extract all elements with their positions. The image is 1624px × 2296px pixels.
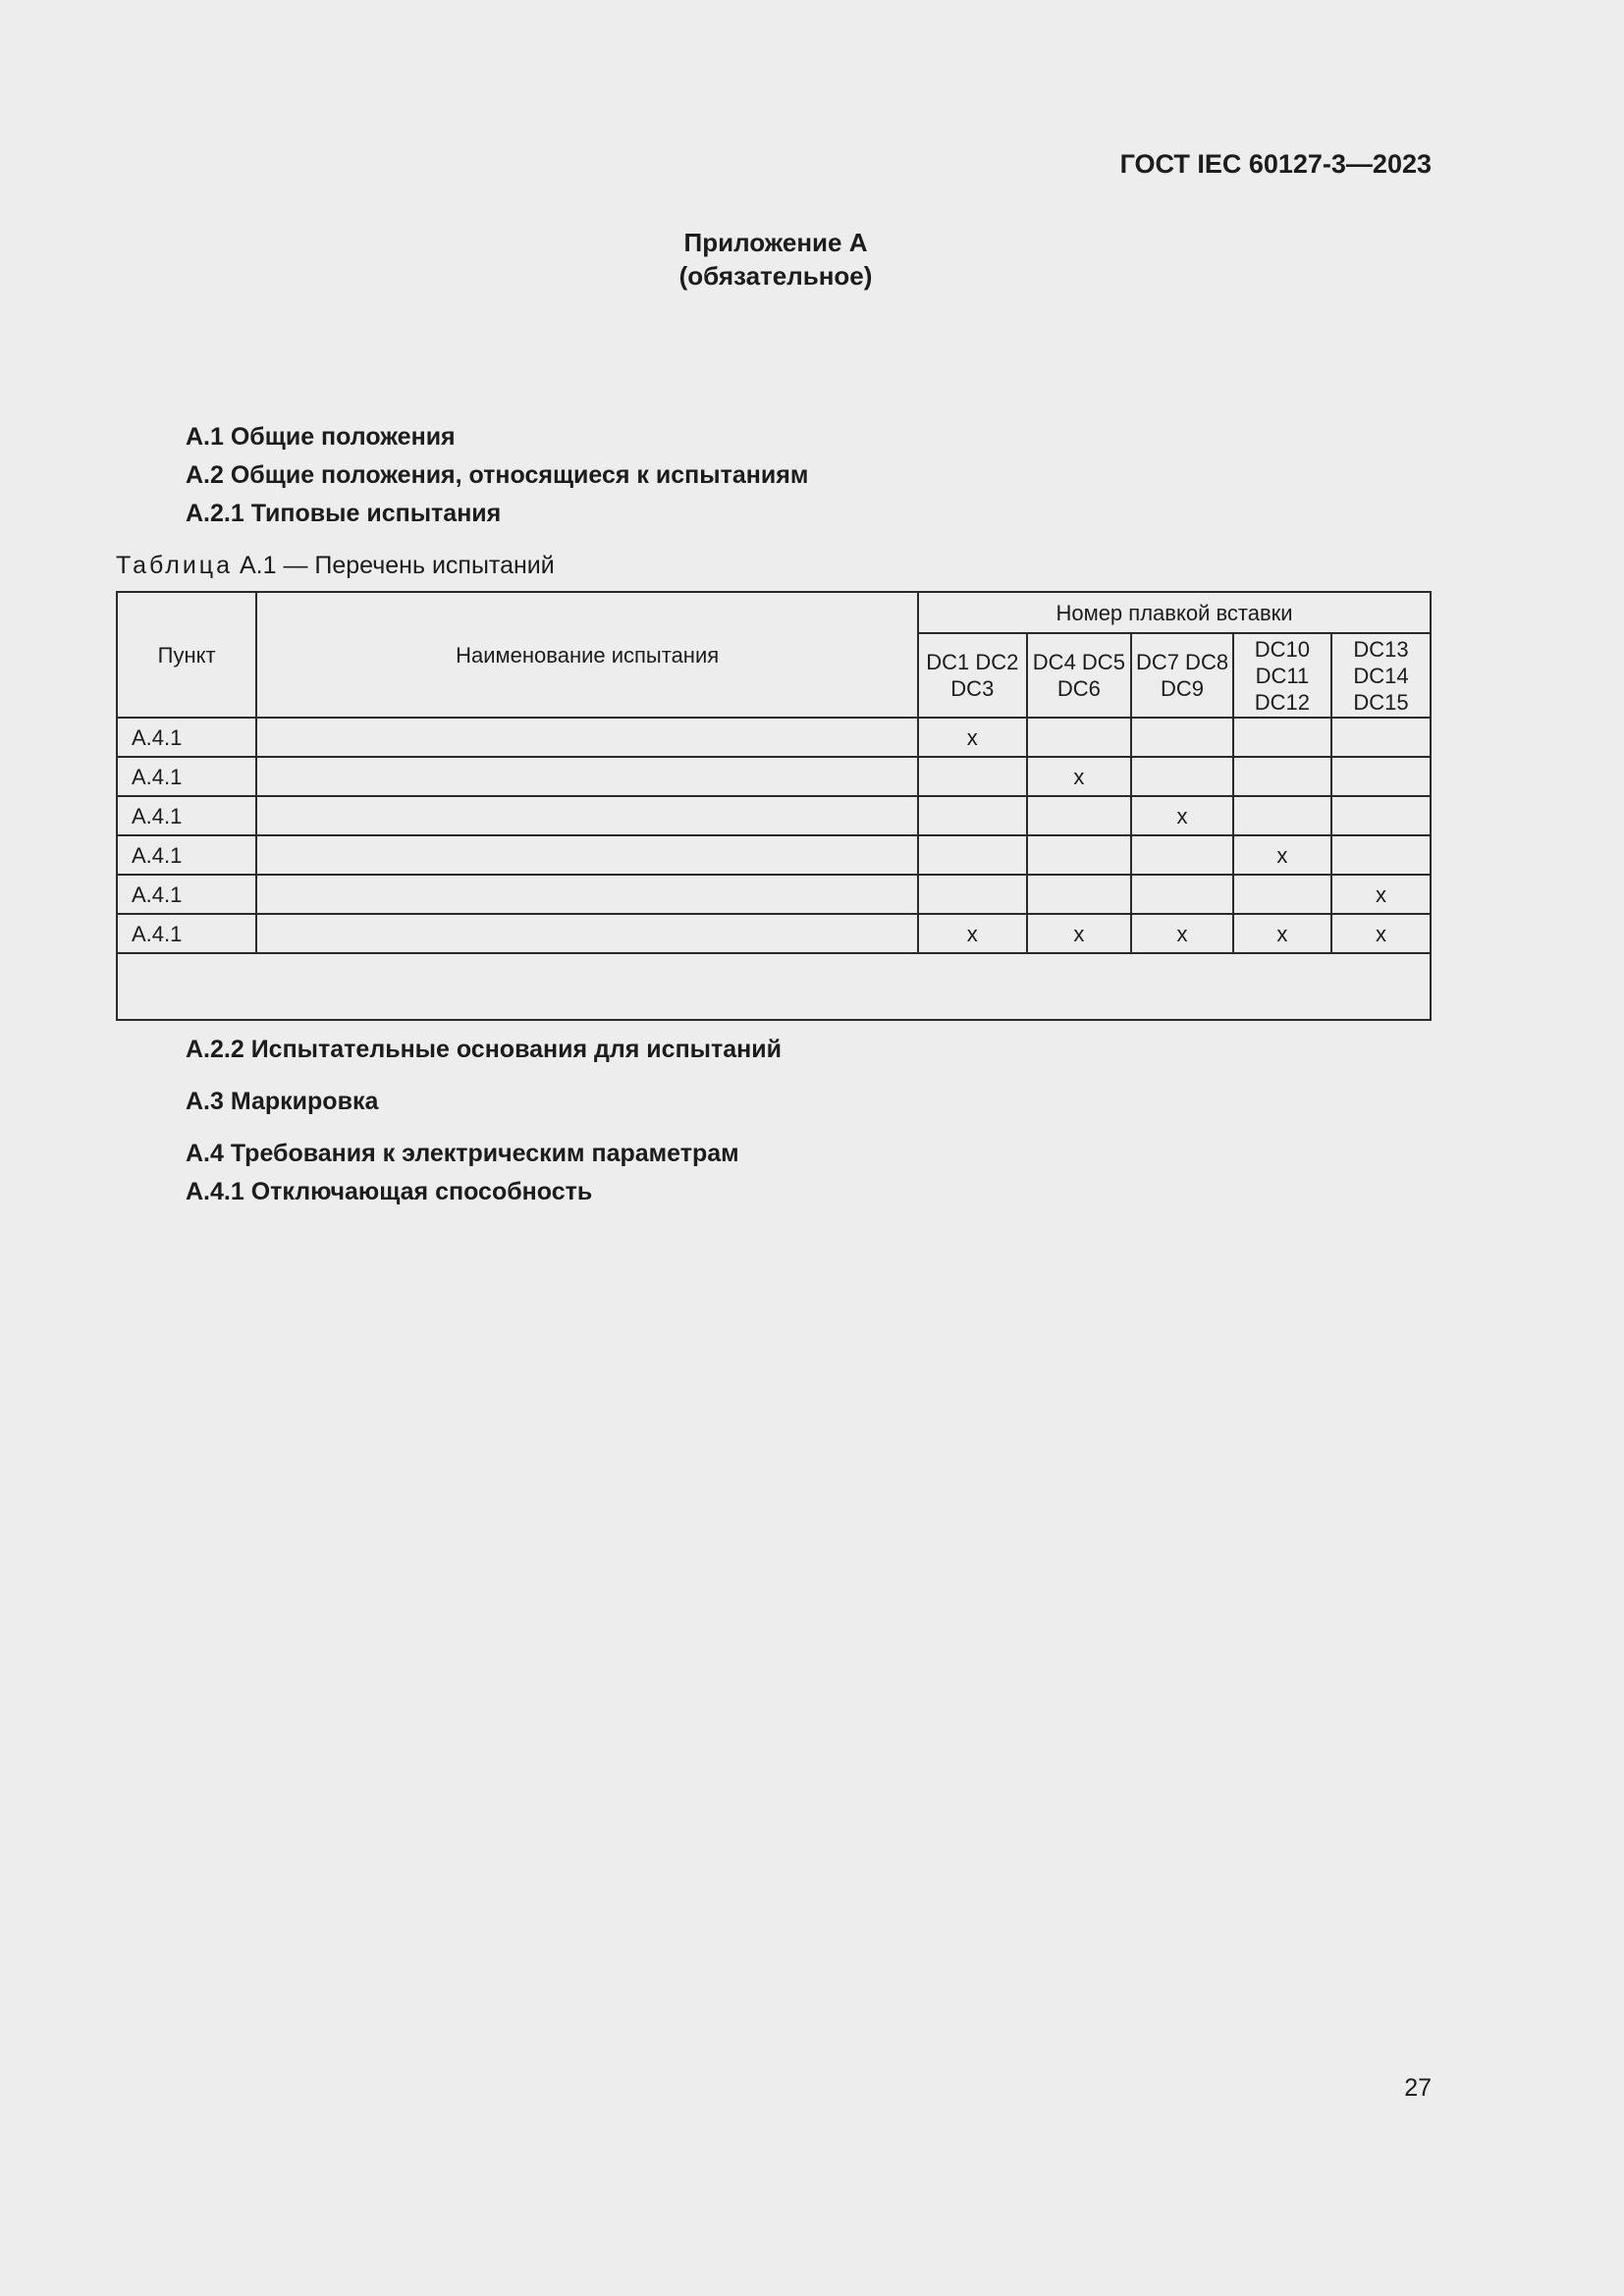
row-mark [1331,718,1431,757]
row-mark [1131,757,1233,796]
table-row [117,718,1431,757]
table-row [117,757,1431,796]
row-mark [1027,796,1132,835]
row-mark: x [1331,875,1431,914]
section-heading: A.2.1 Типовые испытания [186,500,502,527]
group-header: DC13 DC14 DC15 [1331,633,1431,718]
standard-number: ГОСТ IEC 60127-3—2023 [1119,149,1432,179]
table-caption-prefix: Таблица [116,552,234,579]
col-name: Наименование испытания [256,592,918,718]
row-mark [918,835,1027,875]
table-row [117,796,1431,835]
group-header: DC1 DC2 DC3 [918,633,1027,718]
section-heading: A.4.1 Отключающая способность [186,1178,593,1205]
table-caption-rest: A.1 — Перечень испытаний [239,552,555,579]
group-header: DC4 DC5 DC6 [1027,633,1132,718]
annex-status: (обязательное) [678,261,873,291]
row-mark [918,875,1027,914]
row-mark [918,796,1027,835]
section-heading: A.1 Общие положения [186,423,456,451]
table-note [117,953,1431,1020]
table-caption [116,551,1432,581]
row-name [256,875,918,914]
row-item: A.4.1 [117,835,256,875]
row-name [256,718,918,757]
row-mark: x [1331,914,1431,953]
row-mark [1131,875,1233,914]
row-mark [1131,718,1233,757]
row-mark: x [1233,835,1331,875]
col-item: Пункт [117,592,256,718]
row-mark [1233,718,1331,757]
row-mark: x [1131,914,1233,953]
section-heading: A.2.2 Испытательные основания для испытаний [186,1036,783,1063]
table-row [117,835,1431,875]
row-name [256,796,918,835]
table-row [117,875,1431,914]
table-row [117,914,1431,953]
section-heading: A.4 Требования к электрическим параметрам [186,1140,739,1167]
row-item: A.4.1 [117,914,256,953]
tests-table [116,591,1432,1021]
row-mark [1233,875,1331,914]
row-mark: x [1131,796,1233,835]
annex-label: Приложение A [683,228,868,257]
row-mark [1331,757,1431,796]
row-mark [1027,718,1132,757]
row-mark: x [1027,914,1132,953]
row-mark: x [918,914,1027,953]
group-header: DC7 DC8 DC9 [1131,633,1233,718]
row-name [256,914,918,953]
row-mark: x [1027,757,1132,796]
row-mark [1131,835,1233,875]
row-mark: x [918,718,1027,757]
page-number: 27 [1404,2074,1432,2102]
row-mark [1233,796,1331,835]
row-item: A.4.1 [117,718,256,757]
col-group: Номер плавкой вставки [918,592,1431,633]
document-body [116,422,1432,1207]
row-item: A.4.1 [117,796,256,835]
section-heading: A.3 Маркировка [186,1088,379,1115]
row-item: A.4.1 [117,875,256,914]
section-heading: A.2 Общие положения, относящиеся к испытаниям [186,461,809,489]
row-item: A.4.1 [117,757,256,796]
row-mark [1233,757,1331,796]
row-mark [918,757,1027,796]
group-header: DC10 DC11 DC12 [1233,633,1331,718]
row-mark: x [1233,914,1331,953]
row-mark [1331,796,1431,835]
row-mark [1027,835,1132,875]
row-mark [1027,875,1132,914]
table-note-row [117,953,1431,1020]
row-name [256,835,918,875]
row-name [256,757,918,796]
row-mark [1331,835,1431,875]
annex-heading [0,226,1551,293]
